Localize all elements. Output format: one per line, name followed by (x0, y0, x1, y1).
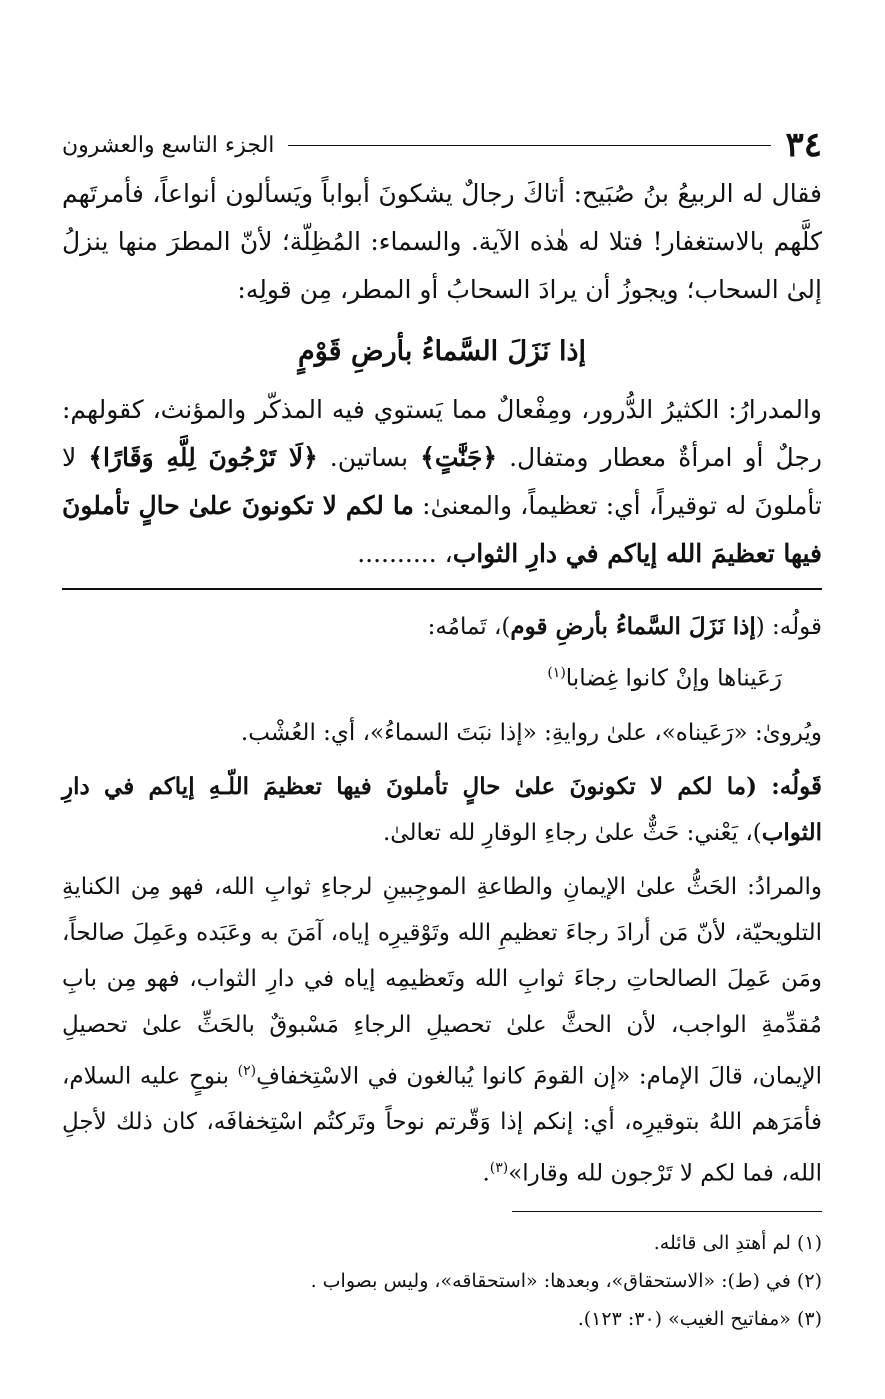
text-span: رَعَيناها وإنْ كانوا غِضابا (565, 665, 782, 692)
bold-phrase: إذا نَزَلَ السَّماءُ بأرضِ قوم (510, 613, 756, 640)
text-span: بنوحٍ عليه السلام، فأمَرَهم اللهُ بتوقيرِه، أي: إنكم إذا وَقّرتم نوحاً وتَركتُم اسْتِخفافَه، كان ذلك لأجلِ الله، فما لكم لا تَرْجون لله وقارا» (62, 1063, 822, 1187)
header-rule (288, 145, 771, 146)
verse-line: إذا نَزَلَ السَّماءُ بأرضِ قَوْمٍ (298, 336, 586, 367)
page-number: ٣٤ (785, 125, 822, 165)
text-span: والمرادُ: الحَثُّ علىٰ الإيمانِ والطاعةِ الموجِبينِ لرجاءِ ثوابِ الله، فهو مِن الكنايةِ التلويحيّة، لأنّ مَن أرادَ رجاءَ تعظيمِ الله وتَوْقيرِه إياه، آمَنَ به وعَبَده وعَمِلَ صالحاً، ومَن عَمِلَ الصالحاتِ رجاءَ ثوابِ الله وتَعظيمِه إياه في دارِ الثواب، فهو مِن بابِ مُقدِّمةِ الواجب، لأن الحثَّ علىٰ تحصيلِ الرجاءِ مَسْبوقٌ بالحَثِّ علىٰ تحصيلِ الإيمان، قالَ الإمام: «إن القومَ كانوا يُبالغون في الاسْتِخفافِ (62, 873, 822, 1090)
text-span: بساتين. (317, 443, 421, 472)
ellipsis: ، .......... (357, 539, 453, 568)
commentary (62, 604, 822, 1197)
text-span: . (482, 1160, 490, 1187)
footnote: (٢) في (ط): «الاستحقاق»، وبعدها: «استحقاقه»، وليس بصواب . (310, 1269, 822, 1292)
quran-quote: ﴿جَنَّٰتٍ﴾ (420, 443, 498, 472)
commentary-paragraph (62, 604, 822, 650)
bold-phrase: ما لكم لا تكونونَ علىٰ حالٍ تأملونَ فيها تعظيمَ اللّـهِ إياكم في دارِ الثواب (62, 772, 822, 846)
main-paragraph: فقال له الربيعُ بنُ صُبَيح: أتاكَ رجالٌ يشكونَ أبواباً ويَسألون أنواعاً، فأمرتَهم كلَّهم بالاستغفار! فتلا له هٰذه الآية. والسماء: المُظِلّة؛ لأنّ المطرَ منها ينزلُ إلىٰ السحاب؛ ويجوزُ أن يرادَ السحابُ أو المطر، مِن قولِه: (62, 179, 822, 304)
page-header (62, 120, 822, 170)
quran-quote: ﴿لَا تَرْجُونَ لِلَّهِ وَقَارًا﴾ (88, 443, 318, 472)
footnote-ref: (٣) (489, 1160, 509, 1177)
footnote-divider (512, 1211, 822, 1212)
text-span: )، يَعْني: حَثٌّ علىٰ رجاءِ الوقارِ لله تعالىٰ. (383, 819, 762, 846)
running-title: الجزء التاسع والعشرون (62, 132, 275, 158)
commentary-paragraph: ويُروىٰ: «رَعَيناه»، علىٰ روايةِ: «إذا نبَتَ السماءُ»، أي: العُشْب. (240, 719, 822, 746)
text-span: والمدرارُ: الكثيرُ الدُّرور، ومِفْعالٌ مما يَستوي فيه المذكّر والمؤنث، كقولهم: رجلٌ أو امرأةٌ معطار ومتفال. (62, 395, 822, 472)
text-span: قَولُه: ( (746, 772, 822, 800)
commentary-paragraph (62, 864, 822, 1197)
bold-phrase: ما لكم لا تكونونَ علىٰ حالٍ تأملونَ فيها تعظيمَ الله إياكم في دارِ الثواب (62, 491, 822, 568)
commentary-divider (62, 588, 822, 590)
text-span: لا تأملونَ له توقيراً، أي: تعظيماً، والمعنىٰ: (62, 443, 822, 520)
commentary-paragraph (62, 764, 822, 856)
footnote-ref: (١) (547, 665, 566, 681)
footnote-ref: (٢) (237, 1062, 257, 1079)
text-span: قولُه: ( (755, 614, 822, 640)
main-paragraph (62, 386, 822, 578)
footnote: (١) لم أهتدِ الى قائله. (653, 1231, 822, 1254)
page (62, 120, 822, 1338)
poem-line (62, 650, 822, 702)
main-text (62, 170, 822, 578)
footnote: (٣) «مفاتيح الغيب» (٣٠: ١٢٣). (577, 1307, 822, 1330)
footnotes (62, 1224, 822, 1338)
text-span: )، تَمامُه: (427, 614, 511, 640)
